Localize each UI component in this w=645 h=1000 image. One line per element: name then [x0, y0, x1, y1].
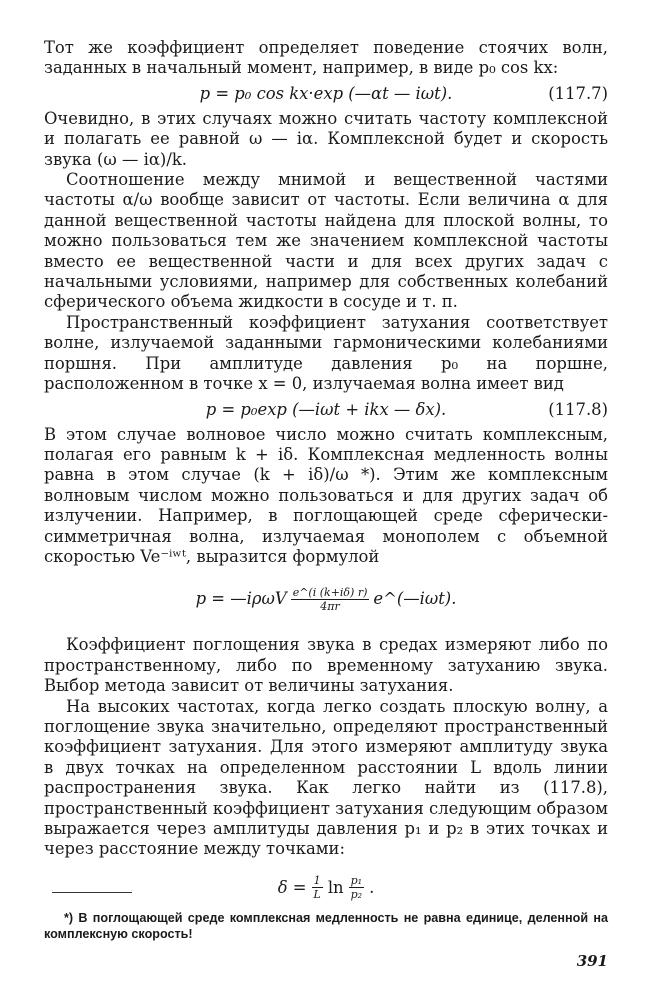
equation-117-8-body: p = p₀exp (—iωt + ikx — δx).	[205, 399, 447, 419]
equation-delta	[44, 864, 608, 912]
paragraph-3: Соотношение между мнимой и вещественной частями частоты α/ω вообще зависит от частоты. Если величина α для данной вещественной частоты найдена для плоской волны, то можно пользоваться тем же значением комплексной частоты вместо ее вещественной части и для всех других задач с начальными условиями, например для собственных колебаний сферического объема жидкости в сосуде и т. п.	[44, 170, 608, 312]
equation-117-7	[44, 79, 608, 109]
spherical-wave-denominator: 4πr	[320, 599, 340, 613]
delta-end: .	[369, 877, 375, 897]
equation-117-7-number: (117.7)	[548, 83, 608, 103]
delta-lhs: δ =	[277, 877, 307, 897]
paragraph-7: На высоких частотах, когда легко создать плоскую волну, а поглощение звука значительно, определяют пространственный коэффициент затухания. Для этого измеряют амплитуду звука в двух точках на определенном расстоянии L вдоль линии распространения звука. Как легко найти из (117.8), пространственный коэффициент затухания следующим образом выражается через амплитуды давления p₁ и p₂ в этих точках и через расстояние между точками:	[44, 696, 608, 859]
delta-ln: ln	[327, 877, 344, 897]
page-number: 391	[576, 952, 608, 970]
delta-denominator: L	[313, 888, 321, 902]
paragraph-1: Тот же коэффициент определяет поведение стоячих волн, заданных в начальный момент, например, в виде p₀ cos kx:	[44, 38, 608, 78]
equation-117-7-body: p = p₀ cos kx·exp (—αt — iωt).	[199, 83, 453, 103]
equation-spherical-wave	[44, 573, 608, 625]
equation-117-8	[44, 395, 608, 425]
pressure-ratio-numerator: p₁	[350, 874, 363, 888]
footnote: *) В поглощающей среде комплексная медленность не равна единице, деленной на комплексную скорость!	[44, 911, 608, 941]
delta-numerator: 1	[313, 874, 321, 888]
footnote-divider	[52, 892, 132, 893]
pressure-ratio-denominator: p₂	[350, 888, 363, 902]
paragraph-6: Коэффициент поглощения звука в средах измеряют либо по пространственному, либо по временному затуханию звука. Выбор метода зависит от величины затухания.	[44, 635, 608, 696]
paragraph-4: Пространственный коэффициент затухания соответствует волне, излучаемой заданными гармоническими колебаниями поршня. При амплитуде давления p₀ на поршне, расположенном в точке x = 0, излучаемая волна имеет вид	[44, 312, 608, 394]
pressure-ratio	[349, 874, 364, 901]
paragraph-5: В этом случае волновое число можно считать комплексным, полагая его равным k + iδ. Комплексная медленность волны равна в этом случае (k + iδ)/ω *). Этим же комплексным волновым числом можно пользоваться и для других задач об излучении. Например, в поглощающей среде сферически-симметричная волна, излучаемая монополем с объемной скоростью Ve⁻ⁱʷᵗ, выразится формулой	[44, 424, 608, 566]
page-body	[44, 38, 608, 918]
spherical-wave-tail: e^(—iωt).	[373, 589, 457, 609]
spherical-wave-numerator: e^(i (k+iδ) r)	[292, 585, 368, 599]
spherical-wave-fraction	[291, 586, 370, 613]
delta-fraction	[312, 874, 323, 901]
spherical-wave-lhs: p = —iρωV	[195, 589, 287, 609]
paragraph-2: Очевидно, в этих случаях можно считать частоту комплексной и полагать ее равной ω — iα. Комплексной будет и скорость звука (ω — iα)/k.	[44, 108, 608, 169]
equation-117-8-number: (117.8)	[548, 399, 608, 419]
